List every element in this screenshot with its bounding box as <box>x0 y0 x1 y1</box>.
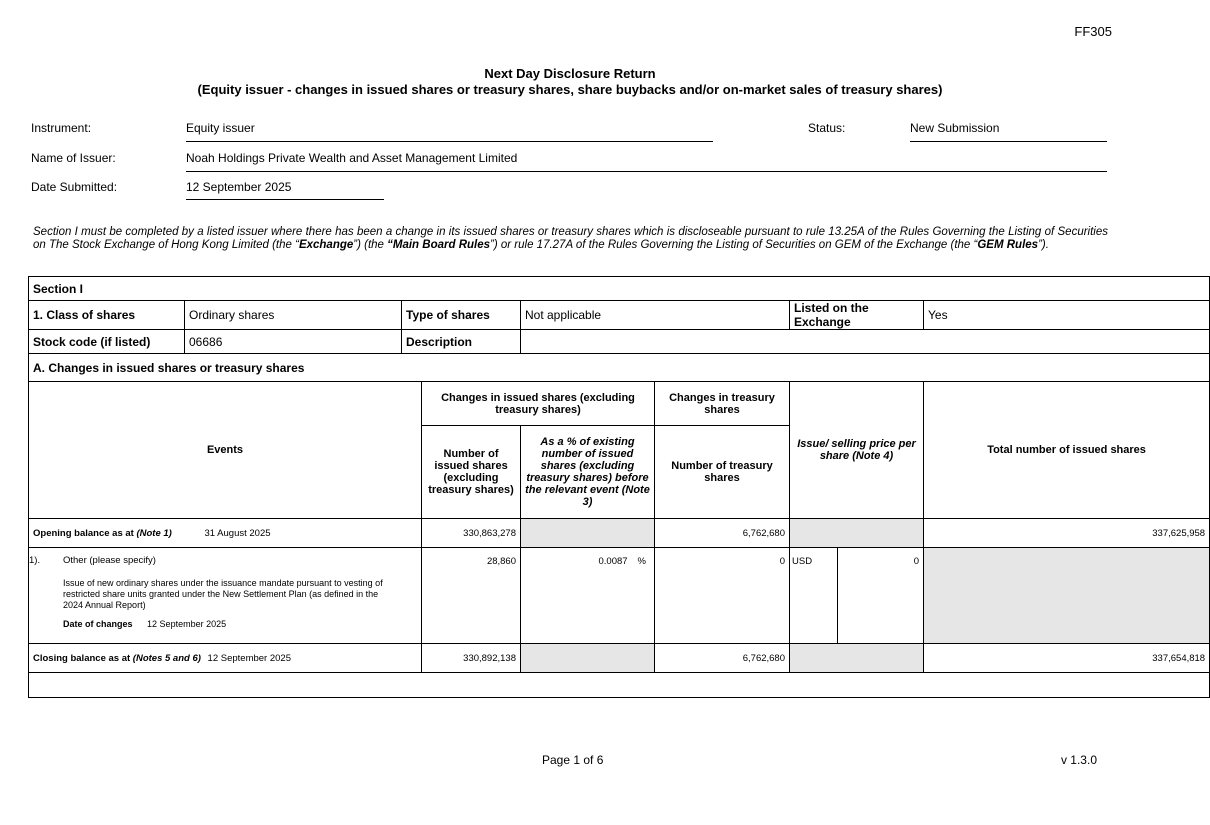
issuer-label: Name of Issuer: <box>31 151 116 165</box>
changes-treasury-header: Changes in treasury shares <box>655 382 790 426</box>
event-1-treasury: 0 <box>655 548 790 644</box>
issuer-value: Noah Holdings Private Wealth and Asset Management Limited <box>186 151 1107 172</box>
event-1-currency: USD <box>790 548 838 644</box>
opening-balance-label: Opening balance as at (Note 1) 31 August 2025 <box>29 519 422 548</box>
version: v 1.3.0 <box>1060 753 1097 767</box>
event-1-index: 1). <box>29 555 41 566</box>
description-value <box>521 330 1210 354</box>
status-label: Status: <box>808 121 846 135</box>
event-1 <box>29 548 422 644</box>
description-label: Description <box>402 330 521 354</box>
page-number: Page 1 of 6 <box>542 753 604 767</box>
event-1-description: Issue of new ordinary shares under the issuance mandate pursuant to vesting of restricted share units granted under the New Settlement Plan (as defined in the 2024 Annual Report) <box>63 578 383 610</box>
instrument-label: Instrument: <box>31 121 92 135</box>
page-title: Next Day Disclosure Return <box>484 66 656 81</box>
section-intro: Section I must be completed by a listed issuer where there has been a change in its issued shares or treasury shares which is discloseable pursuant to rule 13.25A of the Rules Governing the Listing of Securities on The Stock Exchange of Hong Kong Limited (the “Exchange”) (the “Main Board Rules”) or rule 17.27A of the Rules Governing the Listing of Securities on GEM of the Exchange (the “GEM Rules”). <box>33 226 1108 251</box>
opening-treasury: 6,762,680 <box>655 519 790 548</box>
instrument-value: Equity issuer <box>186 121 713 142</box>
price-header: Issue/ selling price per share (Note 4) <box>790 382 924 519</box>
events-header: Events <box>29 382 422 519</box>
closing-price-empty <box>790 644 924 673</box>
opening-pct-empty <box>521 519 655 548</box>
type-of-shares-value: Not applicable <box>521 301 790 330</box>
opening-issued: 330,863,278 <box>422 519 521 548</box>
event-1-price: 0 <box>838 548 924 644</box>
closing-balance-label: Closing balance as at (Notes 5 and 6) 12 September 2025 <box>29 644 422 673</box>
event-1-date-label: Date of changes <box>63 619 133 629</box>
changes-issued-header: Changes in issued shares (excluding treasury shares) <box>422 382 655 426</box>
listed-value: Yes <box>924 301 1210 330</box>
blank-row <box>29 673 1210 698</box>
closing-pct-empty <box>521 644 655 673</box>
event-1-date-value: 12 September 2025 <box>147 619 227 629</box>
date-submitted-value: 12 September 2025 <box>186 180 384 200</box>
class-of-shares-label: 1. Class of shares <box>29 301 185 330</box>
opening-total: 337,625,958 <box>924 519 1210 548</box>
closing-treasury: 6,762,680 <box>655 644 790 673</box>
stock-code-label: Stock code (if listed) <box>29 330 185 354</box>
page-subtitle: (Equity issuer - changes in issued shares or treasury shares, share buybacks and/or on-market sales of treasury shares) <box>197 82 943 97</box>
section-i-table <box>28 276 1210 698</box>
listed-label: Listed on the Exchange <box>790 301 924 330</box>
opening-price-empty <box>790 519 924 548</box>
num-issued-header: Number of issued shares (excluding treasury shares) <box>422 426 521 519</box>
total-header: Total number of issued shares <box>924 382 1210 519</box>
type-of-shares-label: Type of shares <box>402 301 521 330</box>
part-a-title: A. Changes in issued shares or treasury shares <box>29 354 1210 382</box>
event-1-pct: 0.0087 % <box>521 548 655 644</box>
stock-code-value: 06686 <box>185 330 402 354</box>
closing-issued: 330,892,138 <box>422 644 521 673</box>
date-submitted-label: Date Submitted: <box>31 180 118 194</box>
pct-existing-header: As a % of existing number of issued shares (excluding treasury shares) before the relevant event (Note 3) <box>521 426 655 519</box>
event-1-issued: 28,860 <box>422 548 521 644</box>
status-value: New Submission <box>910 121 1107 142</box>
closing-total: 337,654,818 <box>924 644 1210 673</box>
form-code: FF305 <box>1074 24 1112 39</box>
event-1-type: Other (please specify) <box>63 555 156 566</box>
section-title: Section I <box>29 277 1210 301</box>
num-treasury-header: Number of treasury shares <box>655 426 790 519</box>
class-of-shares-value: Ordinary shares <box>185 301 402 330</box>
event-1-total-empty <box>924 548 1210 644</box>
